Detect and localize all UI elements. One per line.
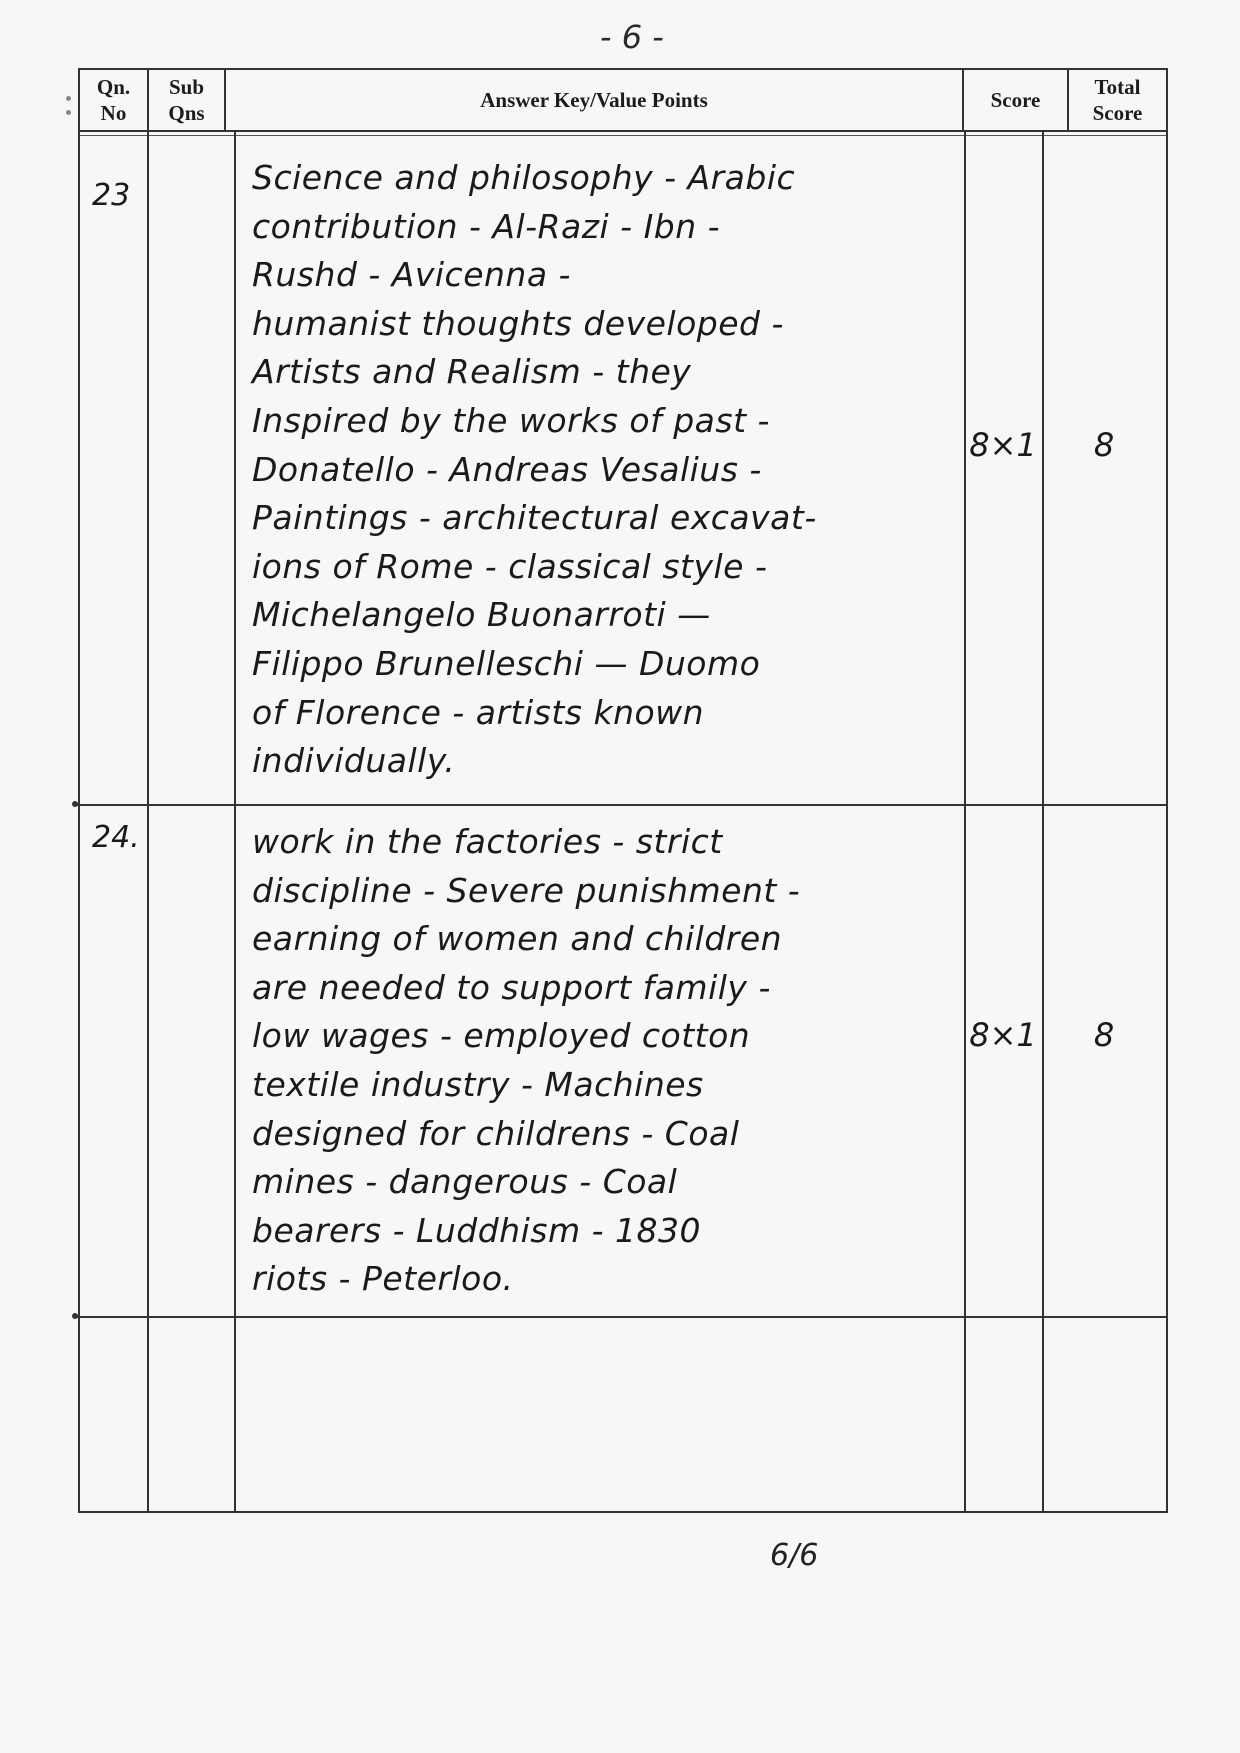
- answer-line: Rushd - Avicenna -: [252, 255, 571, 295]
- answer-line: riots - Peterloo.: [252, 1259, 514, 1299]
- header-qn-no: [80, 70, 149, 130]
- answer-line: Filippo Brunelleschi — Duomo: [252, 643, 761, 683]
- header-divider: [80, 130, 1166, 132]
- page-total-mark: 6/6: [770, 1538, 819, 1573]
- row-divider: [74, 804, 1166, 806]
- column-divider: [1042, 130, 1044, 1511]
- answer-line: Inspired by the works of past -: [252, 400, 770, 440]
- score-value: 8×1: [969, 426, 1037, 464]
- answer-line: Michelangelo Buonarroti —: [252, 595, 711, 635]
- margin-dot: [72, 1313, 78, 1319]
- question-number: 24.: [92, 820, 140, 855]
- header-sub-qns: [149, 70, 226, 130]
- header-score-label: Score: [990, 88, 1041, 112]
- answer-line: bearers - Luddhism - 1830: [252, 1210, 701, 1250]
- answer-line: Donatello - Andreas Vesalius -: [252, 449, 762, 489]
- header-answer-key: [226, 70, 964, 130]
- row-divider: [74, 1316, 1166, 1318]
- page-number: - 6 -: [600, 18, 664, 56]
- answer-line: of Florence - artists known: [252, 692, 705, 732]
- column-divider: [234, 130, 236, 1511]
- answer-text: [252, 818, 972, 1304]
- answer-line: are needed to support family -: [252, 967, 771, 1007]
- answer-line: work in the factories - strict: [252, 822, 723, 861]
- total-score-value: 8: [1093, 426, 1115, 464]
- margin-dot: [66, 110, 71, 115]
- header-divider-inner: [80, 135, 1166, 136]
- header-total-score-line1: Total: [1094, 75, 1141, 99]
- answer-line: Artists and Realism - they: [252, 352, 692, 392]
- answer-line: textile industry - Machines: [252, 1064, 704, 1104]
- answer-line: low wages - employed cotton: [252, 1016, 751, 1056]
- header-total-score: [1069, 70, 1166, 130]
- answer-line: discipline - Severe punishment -: [252, 870, 801, 910]
- answer-text: [252, 154, 972, 786]
- header-sub-qns-line1: Sub: [168, 75, 205, 99]
- answer-line: Science and philosophy - Arabic: [252, 158, 796, 197]
- column-divider: [147, 130, 149, 1511]
- answer-line: mines - dangerous - Coal: [252, 1162, 678, 1202]
- margin-dot: [66, 96, 71, 101]
- score-value: 8×1: [969, 1016, 1037, 1054]
- header-answer-key-label: Answer Key/Value Points: [480, 88, 708, 112]
- answer-line: individually.: [252, 741, 456, 781]
- total-score-value: 8: [1093, 1016, 1115, 1054]
- header-qn-no-line1: Qn.: [96, 75, 131, 99]
- margin-dot: [72, 801, 78, 807]
- answer-line: ions of Rome - classical style -: [252, 546, 768, 586]
- header-sub-qns-line2: Qns: [168, 101, 205, 125]
- header-qn-no-line2: No: [100, 101, 127, 125]
- question-number: 23: [92, 178, 131, 213]
- answer-key-table: [78, 68, 1168, 1513]
- answer-line: earning of women and children: [252, 919, 783, 959]
- answer-line: Paintings - architectural excavat-: [252, 498, 817, 538]
- answer-line: humanist thoughts developed -: [252, 303, 784, 343]
- header-total-score-line2: Score: [1092, 101, 1143, 125]
- answer-line: designed for childrens - Coal: [252, 1113, 740, 1153]
- answer-line: contribution - Al-Razi - Ibn -: [252, 206, 721, 246]
- header-score: [964, 70, 1069, 130]
